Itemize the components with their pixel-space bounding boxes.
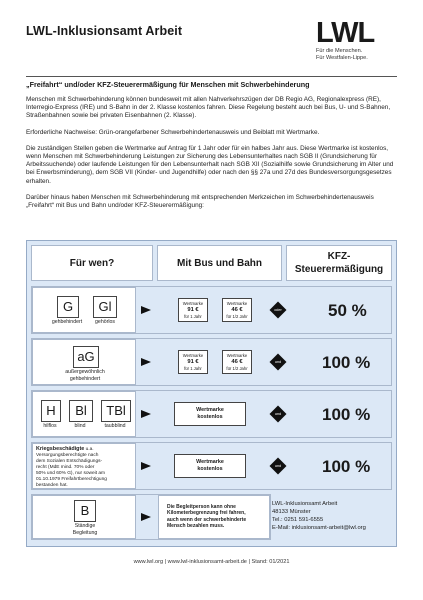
- page-header: [0, 0, 423, 76]
- wertmarke-1-year: [178, 350, 208, 374]
- who-cell-1: [32, 287, 136, 333]
- stamp-price: 46 €: [231, 307, 243, 313]
- arrow-right-icon: [141, 410, 151, 418]
- who-cell-4: [32, 443, 136, 489]
- caption-h: hilflos: [43, 423, 57, 429]
- stamp-price: 91 €: [187, 307, 199, 313]
- intro-text: [26, 96, 398, 218]
- mark-gl: Gl: [93, 296, 117, 318]
- logo-tagline-1: Für die Menschen.: [316, 48, 363, 54]
- table-row-1: [31, 286, 392, 334]
- col-header-kfz-line2: Steuerermäßigung: [294, 264, 384, 275]
- stamp-price: kostenlos: [197, 466, 223, 472]
- contact-city: 48133 Münster: [272, 509, 311, 515]
- page-footer: www.lwl.org | www.lwl-inklusionsamt-arbeit.de | Stand: 01/2021: [133, 559, 290, 565]
- arrow-right-icon: [141, 306, 151, 314]
- war-veterans-title: Kriegsbeschädigte: [36, 446, 85, 452]
- connector-label: und: [274, 360, 282, 364]
- stamp-price: 91 €: [187, 359, 199, 365]
- stamp-label: Wertmarke: [226, 301, 248, 306]
- table-row-3: [31, 390, 392, 438]
- stamp-label: Wertmarke: [182, 301, 204, 306]
- war-text-6: bestanden hat.: [36, 483, 68, 488]
- note-line-4: Mensch bezahlen muss.: [167, 523, 225, 530]
- col-header-kfz-line1: KFZ-: [327, 251, 351, 262]
- intro-paragraph-2: Erforderliche Nachweise: Grün-orangefarbener Schwerbehindertenausweis und Beiblatt mit Wertmarke.: [26, 128, 320, 136]
- war-text-1: Versorgungsberechtigte nach: [36, 453, 99, 458]
- mark-tbl: TBl: [101, 400, 131, 422]
- stamp-label: Wertmarke: [182, 353, 204, 358]
- connector-label: oder: [274, 308, 282, 312]
- mark-g: G: [57, 296, 79, 318]
- stamp-duration: für 1 Jahr: [184, 366, 202, 371]
- bus-cell-1: [158, 287, 262, 333]
- caption-gl: gehörlos: [95, 319, 115, 325]
- arrow-right-icon: [141, 358, 151, 366]
- caption-ag-1: außergewöhnlich: [65, 369, 105, 375]
- col-header-who: [31, 245, 153, 281]
- logo-mark: LWL: [316, 17, 375, 49]
- war-text-2: dem Sozialen Entschädigungs-: [36, 459, 103, 464]
- caption-bl: blind: [74, 423, 86, 429]
- caption-g: gehbehindert: [51, 319, 83, 325]
- tax-reduction-value: 50 %: [328, 301, 367, 320]
- stamp-label: Wertmarke: [196, 459, 224, 465]
- intro-paragraph-4: Darüber hinaus haben Menschen mit Schwerbehinderung mit entsprechenden Merkzeichen im Schwerbehindertenausweis „Freifahrt“ mit Bus und Bahn und/oder KFZ-Steuerermäßigung:: [26, 193, 374, 210]
- arrow-right-icon: [141, 513, 151, 521]
- headline: „Freifahrt“ und/oder KFZ-Steuerermäßigung für Menschen mit Schwerbehinderung: [26, 80, 310, 89]
- arrow-right-icon: [141, 462, 151, 470]
- mark-ag: aG: [73, 346, 99, 368]
- lwl-logo: [316, 18, 400, 62]
- stamp-duration: für 1/2 Jahr: [226, 314, 248, 319]
- connector-label: und: [274, 412, 282, 416]
- col-header-bus: [157, 245, 282, 281]
- bus-cell-2: [158, 339, 262, 385]
- tax-reduction-value: 100 %: [322, 457, 371, 476]
- wertmarke-half-year: [222, 350, 252, 374]
- companion-note-cell: [158, 495, 270, 539]
- contact-block: [272, 500, 366, 532]
- intro-paragraph-1: Menschen mit Schwerbehinderung können bundesweit mit allen Nahverkehrszügen der DB Regio AG, Regionalexpress (RE), Interregio-Express (IRE) und S-Bahn in der 2. Klasse kostenlos fahren. Diese Regelung besteht auch bei Bus, U- und S-Bahnen, Straßenbahnen sowie bei privaten Eisenbahnen (2. Klasse).: [26, 96, 391, 120]
- war-text-3: recht (MdE mind. 70% oder: [36, 465, 95, 470]
- mark-b: B: [74, 500, 96, 522]
- note-line-3: auch wenn der schwerbehinderte: [167, 516, 247, 523]
- wertmarke-1-year: [178, 298, 208, 322]
- contact-phone: Tel.: 0251 591-6555: [272, 517, 324, 523]
- header-divider: [26, 76, 397, 77]
- col-header-bus-text: Mit Bus und Bahn: [177, 257, 262, 269]
- caption-b-2: Begleitung: [72, 530, 98, 536]
- stamp-price: 46 €: [231, 359, 243, 365]
- col-header-kfz: [286, 245, 392, 281]
- stamp-duration: für 1 Jahr: [184, 314, 202, 319]
- who-cell-5: [32, 495, 136, 539]
- wertmarke-free: [174, 402, 246, 426]
- org-title: LWL-Inklusionsamt Arbeit: [26, 24, 183, 38]
- wertmarke-free: [174, 454, 246, 478]
- mark-bl: Bl: [69, 400, 93, 422]
- wertmarke-half-year: [222, 298, 252, 322]
- caption-ag-2: gehbehindert: [69, 376, 101, 382]
- intro-paragraph-3: Die zuständigen Stellen geben die Wertmarke auf Antrag für 1 Jahr oder für ein halbes Jahr aus. Diese Wertmarke ist kostenlos, wenn Menschen mit Schwerbehinderung Leistungen zur Sicherung des Lebensunterhaltes nach SGB II (Grundsicherung für Arbeitssuchende) oder laufende Leistungen für den Lebensunterhalt nach SGB XII (Sozialhilfe sowie Grundsicherung im Alter und bei Erwerbsminderung), dem SGB VII (Kinder- und Jugendhilfe) oder nach den §§ 27a und 27d des Bundesversorgungsgesetzes erhalten.: [26, 144, 394, 185]
- who-cell-3: [32, 391, 136, 437]
- war-veterans-title-suffix: u.a.: [84, 447, 94, 452]
- war-veterans-text: [36, 446, 136, 489]
- mark-h: H: [41, 400, 61, 422]
- table-row-2: [31, 338, 392, 386]
- who-cell-2: [32, 339, 136, 385]
- tax-reduction-value: 100 %: [322, 405, 371, 424]
- caption-tbl: taubblind: [104, 423, 126, 429]
- col-header-who-text: Für wen?: [69, 257, 115, 269]
- stamp-duration: für 1/2 Jahr: [226, 366, 248, 371]
- table-row-4: [31, 442, 392, 490]
- table-row-5: [31, 494, 271, 540]
- war-text-5: 01.10.1979 Freifahrtberechtigung: [36, 477, 107, 482]
- stamp-label: Wertmarke: [196, 407, 224, 413]
- stamp-price: kostenlos: [197, 414, 223, 420]
- logo-tagline-2: Für Westfalen-Lippe.: [316, 55, 368, 61]
- note-line-2: Kilometerbegrenzung frei fahren,: [167, 510, 246, 517]
- connector-label: und: [274, 464, 282, 468]
- contact-org: LWL-Inklusionsamt Arbeit: [272, 501, 338, 507]
- contact-email[interactable]: E-Mail: inklusionsamt-arbeit@lwl.org: [272, 525, 366, 531]
- companion-note: [167, 504, 267, 530]
- note-line-1: Die Begleitperson kann ohne: [167, 504, 236, 510]
- war-text-4: 50% und 60% G), nur soweit am: [36, 471, 106, 476]
- tax-reduction-value: 100 %: [322, 353, 371, 372]
- caption-b-1: Ständige: [74, 523, 96, 529]
- stamp-label: Wertmarke: [226, 353, 248, 358]
